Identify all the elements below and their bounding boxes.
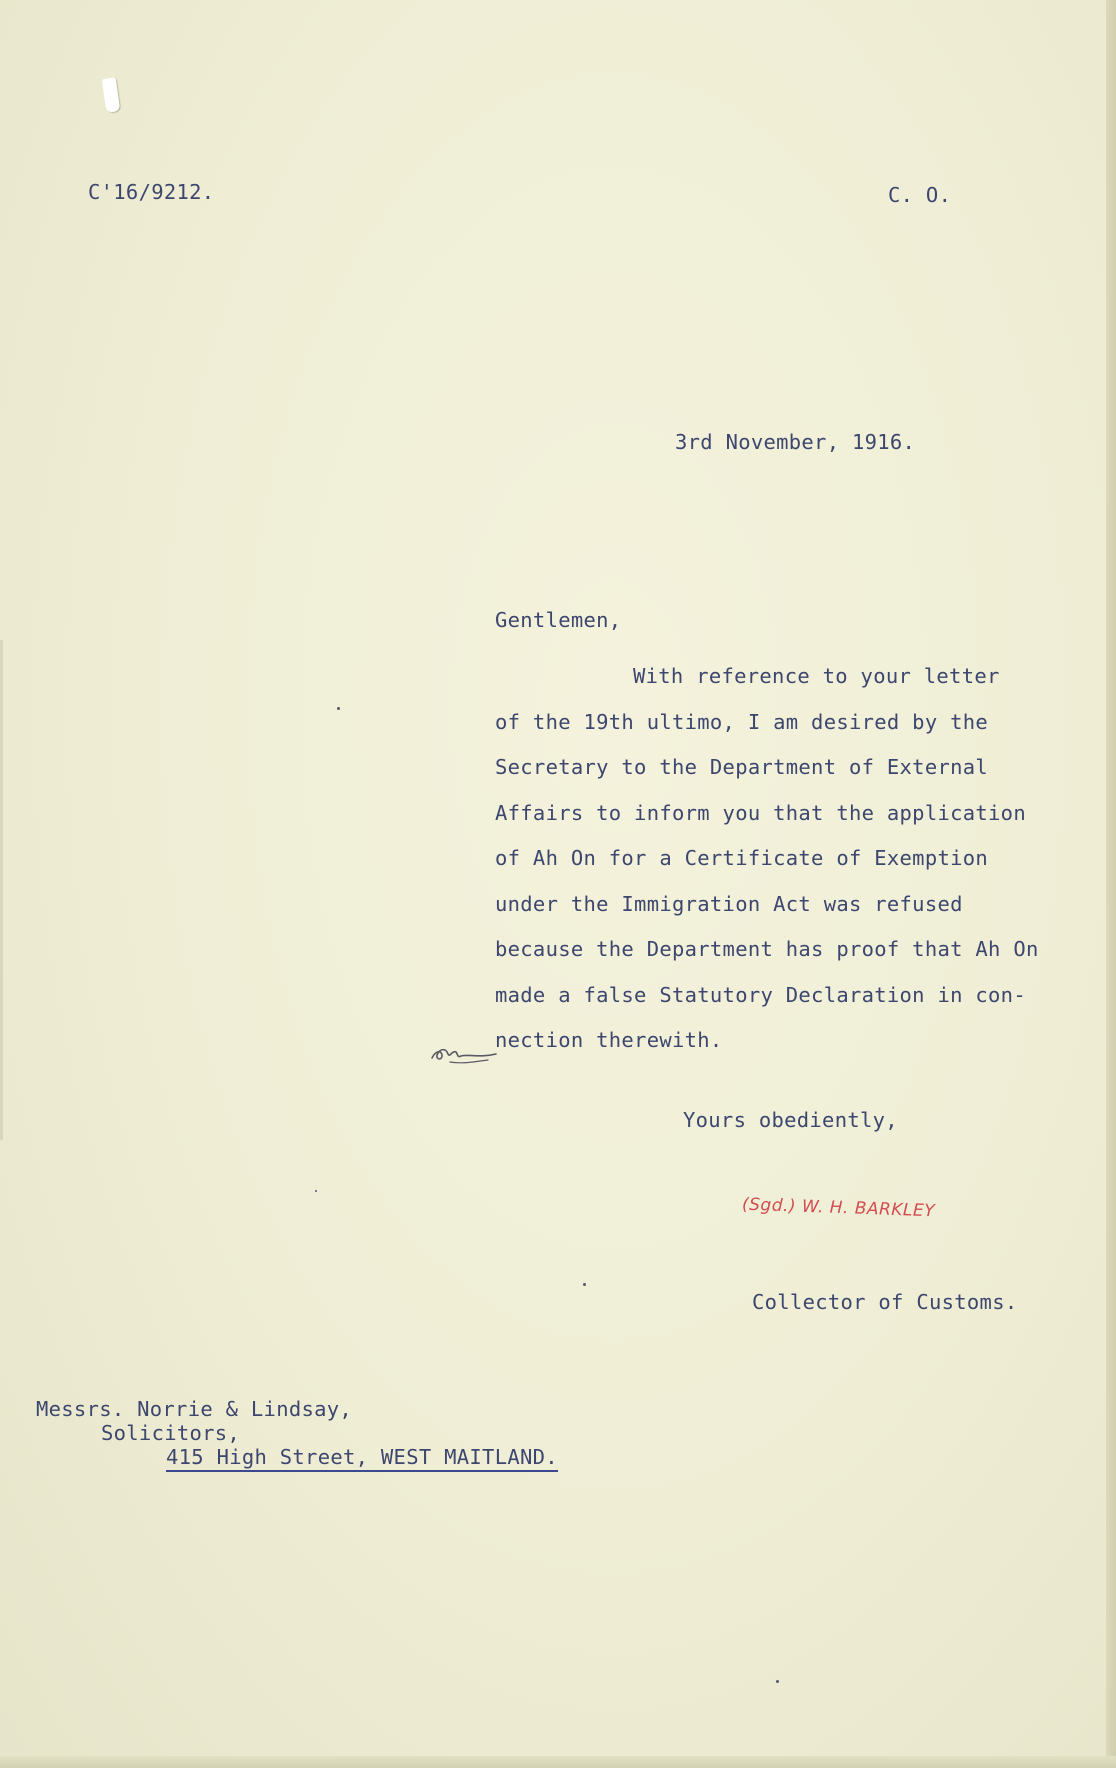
handwritten-initials	[428, 1040, 500, 1068]
paper-speck	[583, 1283, 586, 1286]
signatory-title: Collector of Customs.	[752, 1290, 1018, 1314]
letter-date: 3rd November, 1916.	[675, 430, 916, 454]
addressee-name: Messrs. Norrie & Lindsay,	[36, 1397, 353, 1421]
paper-speck	[776, 1680, 779, 1683]
paper-speck	[315, 1190, 317, 1192]
paper-speck	[337, 707, 340, 710]
office-mark: C. O.	[888, 183, 952, 207]
page-edge-right	[1106, 0, 1116, 1768]
body-line: nection therewith.	[495, 1028, 723, 1052]
page-edge-bottom	[0, 1756, 1116, 1768]
closing-phrase: Yours obediently,	[683, 1108, 898, 1132]
body-line: of Ah On for a Certificate of Exemption	[495, 846, 989, 870]
letter-body	[495, 654, 1095, 1064]
salutation: Gentlemen,	[495, 608, 622, 632]
page-edge-left	[0, 640, 3, 1140]
body-line: because the Department has proof that Ah On	[495, 937, 1039, 961]
file-reference: C'16/9212.	[88, 180, 215, 204]
addressee-address: 415 High Street, WEST MAITLAND.	[166, 1445, 558, 1472]
signature-stamp: (Sgd.) W. H. BARKLEY	[741, 1194, 936, 1222]
body-line: Secretary to the Department of External	[495, 755, 989, 779]
body-line: Affairs to inform you that the application	[495, 800, 1026, 825]
body-line: made a false Statutory Declaration in con-	[495, 982, 1026, 1007]
addressee-role: Solicitors,	[101, 1421, 241, 1445]
body-line: of the 19th ultimo, I am desired by the	[495, 709, 989, 734]
body-line: under the Immigration Act was refused	[495, 891, 963, 916]
body-line: With reference to your letter	[633, 664, 1000, 688]
